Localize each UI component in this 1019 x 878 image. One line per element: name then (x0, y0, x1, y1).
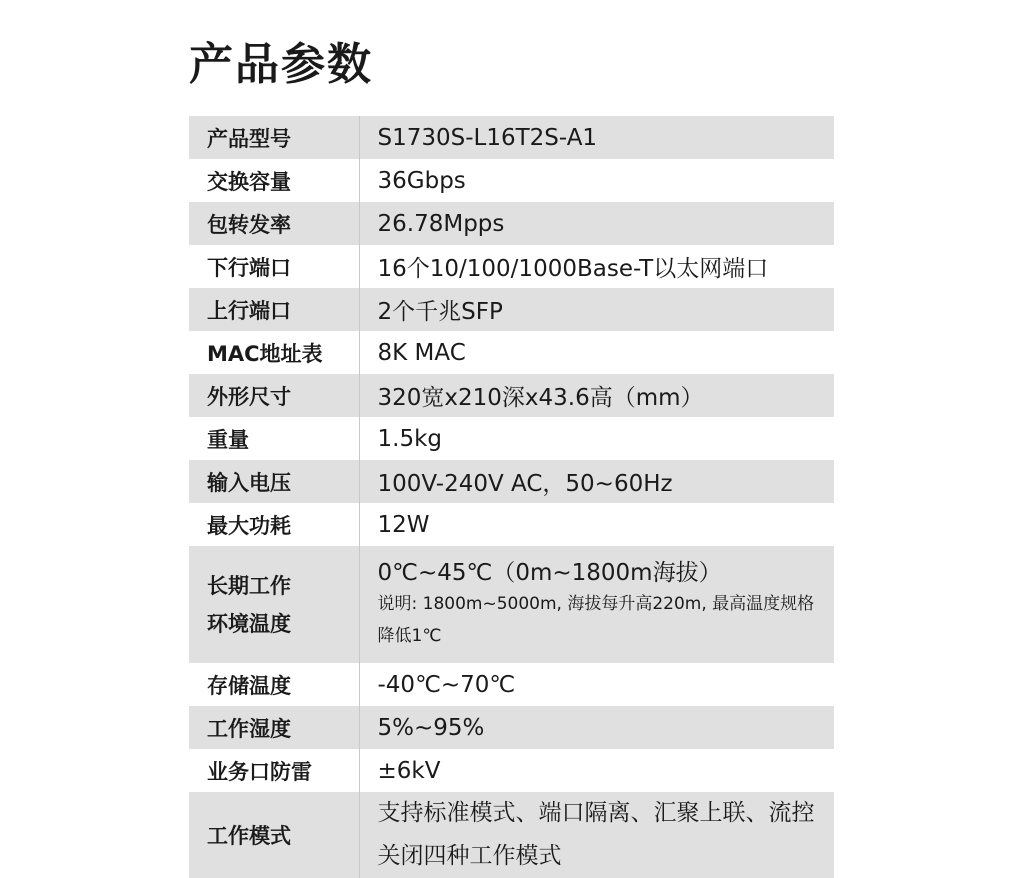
row-label: 工作湿度 (189, 706, 359, 749)
row-label: MAC地址表 (189, 331, 359, 374)
row-label: 上行端口 (189, 288, 359, 331)
row-label: 外形尺寸 (189, 374, 359, 417)
table-row (189, 460, 834, 503)
row-value: 36Gbps (359, 159, 834, 202)
table-row (189, 202, 834, 245)
row-label: 存储温度 (189, 663, 359, 706)
table-row (189, 374, 834, 417)
table-row (189, 417, 834, 460)
table-row (189, 792, 834, 878)
row-value: 320宽x210深x43.6高（mm） (359, 374, 834, 417)
row-label: 最大功耗 (189, 503, 359, 546)
table-row (189, 159, 834, 202)
row-label: 业务口防雷 (189, 749, 359, 792)
row-label: 下行端口 (189, 245, 359, 288)
row-label: 包转发率 (189, 202, 359, 245)
row-value: 100V-240V AC，50~60Hz (359, 460, 834, 503)
spec-table (189, 116, 834, 878)
row-label: 输入电压 (189, 460, 359, 503)
row-value: 26.78Mpps (359, 202, 834, 245)
row-label-line: 长期工作 (207, 573, 291, 598)
row-label: 交换容量 (189, 159, 359, 202)
row-value: S1730S-L16T2S-A1 (359, 116, 834, 159)
table-row (189, 706, 834, 749)
row-value: ±6kV (359, 749, 834, 792)
row-value: 0℃~45℃（0m~1800m海拔） (377, 559, 722, 586)
table-row (189, 245, 834, 288)
row-label: 产品型号 (189, 116, 359, 159)
table-row (189, 546, 834, 663)
table-row (189, 503, 834, 546)
row-label-line: 环境温度 (207, 611, 291, 636)
row-value: 16个10/100/1000Base-T以太网端口 (359, 245, 834, 288)
row-value: 2个千兆SFP (359, 288, 834, 331)
row-label: 重量 (189, 417, 359, 460)
row-value: 5%~95% (359, 706, 834, 749)
table-row (189, 288, 834, 331)
row-value: -40℃~70℃ (359, 663, 834, 706)
table-row (189, 116, 834, 159)
table-row (189, 663, 834, 706)
row-note: 说明: 1800m~5000m, 海拔每升高220m, 最高温度规格降低1℃ (377, 593, 815, 646)
row-label (189, 546, 359, 663)
table-row (189, 331, 834, 374)
row-label: 工作模式 (189, 792, 359, 878)
row-value-cell (359, 546, 834, 663)
page-title: 产品参数 (189, 39, 373, 90)
row-value: 支持标准模式、端口隔离、汇聚上联、流控关闭四种工作模式 (359, 792, 834, 878)
table-row (189, 749, 834, 792)
row-value: 1.5kg (359, 417, 834, 460)
row-value: 12W (359, 503, 834, 546)
row-value: 8K MAC (359, 331, 834, 374)
